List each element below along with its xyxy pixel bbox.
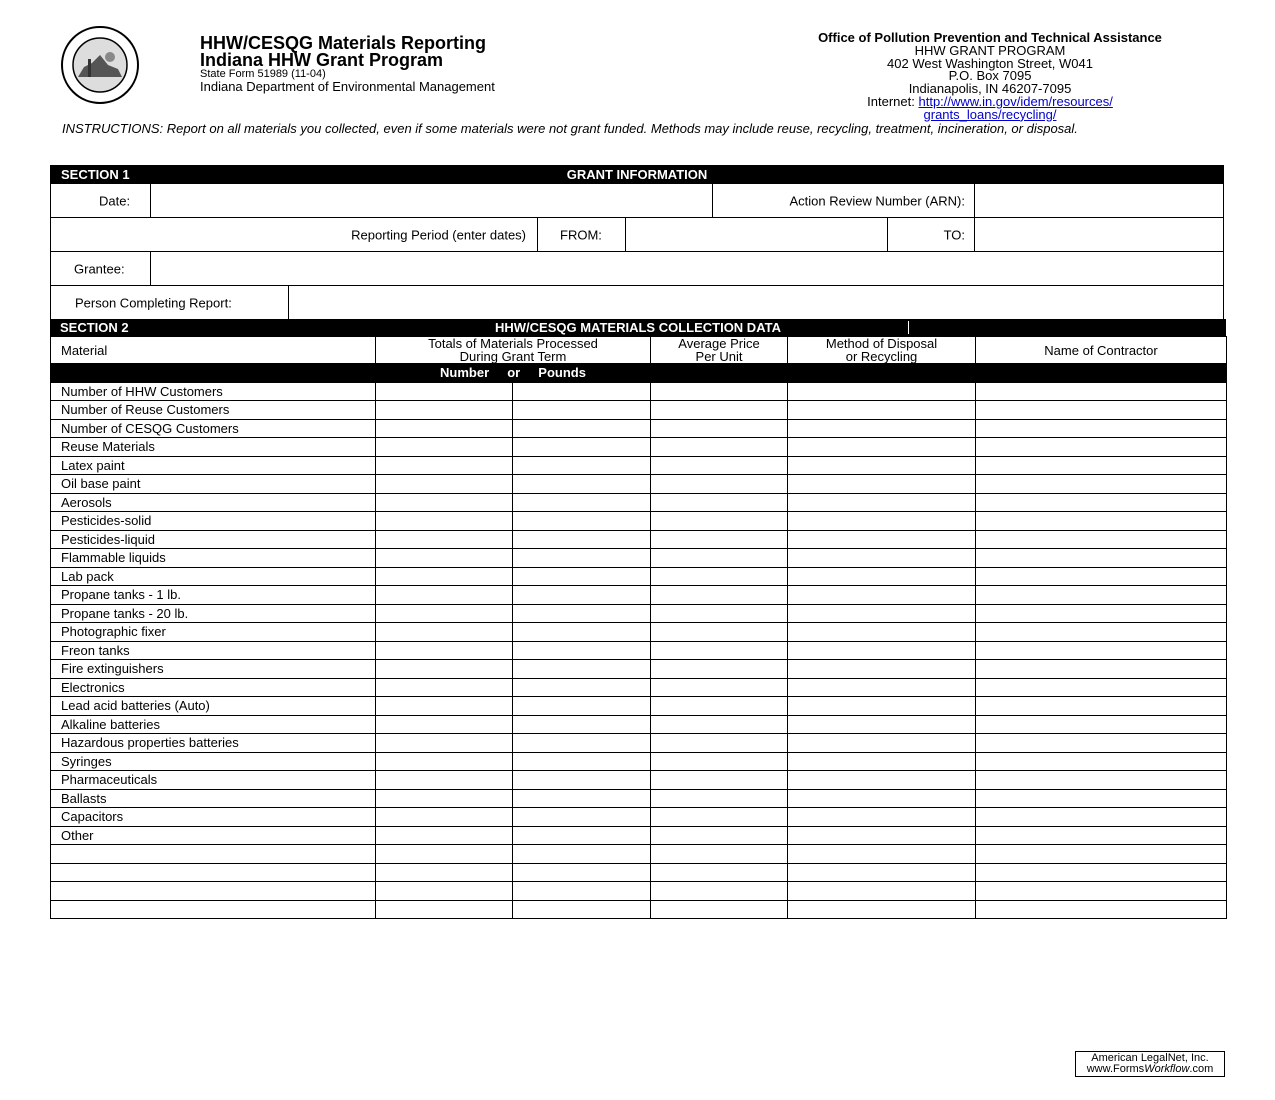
units-subheader (376, 364, 651, 383)
number-field[interactable] (376, 623, 513, 642)
material-name: Lead acid batteries (Auto) (51, 697, 376, 716)
sub-number: Number (440, 364, 490, 380)
method-field[interactable] (788, 586, 976, 605)
office-address-block (740, 32, 1240, 122)
average-price-field[interactable] (651, 882, 788, 901)
method-field[interactable] (788, 549, 976, 568)
person-label: Person Completing Report: (75, 295, 232, 310)
number-field[interactable] (376, 808, 513, 827)
material-name: Alkaline batteries (51, 715, 376, 734)
col-totals-line2: During Grant Term (459, 349, 567, 364)
col-average-price (651, 337, 788, 364)
method-field[interactable] (788, 493, 976, 512)
table-row (51, 456, 1227, 475)
pounds-field[interactable] (513, 845, 651, 864)
material-name: Hazardous properties batteries (51, 734, 376, 753)
material-name: Flammable liquids (51, 549, 376, 568)
table-row (51, 900, 1227, 919)
contractor-field[interactable] (976, 530, 1227, 549)
pounds-field[interactable] (513, 493, 651, 512)
table-row (51, 789, 1227, 808)
from-label: FROM: (560, 227, 602, 242)
subheader-blank (976, 364, 1227, 383)
table-row (51, 734, 1227, 753)
contractor-field[interactable] (976, 623, 1227, 642)
material-name: Lab pack (51, 567, 376, 586)
office-program: HHW GRANT PROGRAM (914, 42, 1066, 58)
contractor-field[interactable] (976, 438, 1227, 457)
average-price-field[interactable] (651, 771, 788, 790)
contractor-field[interactable] (976, 789, 1227, 808)
url-prefix: www.Forms (1086, 1063, 1145, 1075)
section2-title: HHW/CESQG MATERIALS COLLECTION DATA (495, 320, 781, 335)
publisher-footer (1075, 1051, 1225, 1077)
pounds-field[interactable] (513, 734, 651, 753)
col-price-line2: Per Unit (695, 349, 743, 364)
pounds-field[interactable] (513, 826, 651, 845)
col-method (788, 337, 976, 364)
number-field[interactable] (376, 493, 513, 512)
publisher-url (1078, 1064, 1222, 1075)
subheader-blank (788, 364, 976, 383)
materials-table (50, 336, 1227, 919)
person-row (51, 285, 1223, 319)
contractor-field[interactable] (976, 549, 1227, 568)
state-seal (44, 25, 156, 105)
contractor-field[interactable] (976, 419, 1227, 438)
contractor-field[interactable] (976, 752, 1227, 771)
average-price-field[interactable] (651, 678, 788, 697)
average-price-field[interactable] (651, 493, 788, 512)
material-name: Freon tanks (51, 641, 376, 660)
section1-header-bar (51, 166, 1223, 183)
average-price-field[interactable] (651, 604, 788, 623)
section2-collection-data (50, 319, 1226, 919)
table-row (51, 771, 1227, 790)
average-price-field[interactable] (651, 567, 788, 586)
to-label: TO: (943, 227, 965, 242)
subheader-blank (651, 364, 788, 383)
material-name: Pesticides-liquid (51, 530, 376, 549)
contractor-field[interactable] (976, 604, 1227, 623)
pounds-field[interactable] (513, 475, 651, 494)
pounds-field[interactable] (513, 512, 651, 531)
material-name: Number of Reuse Customers (51, 401, 376, 420)
method-field[interactable] (788, 438, 976, 457)
table-row (51, 512, 1227, 531)
instructions: INSTRUCTIONS: Report on all materials you collected, even if some materials were not grant funded. Methods may include reuse, recycling, treatment, incineration, or disposal. (62, 121, 1078, 136)
table-row (51, 660, 1227, 679)
website-link-line1[interactable]: http://www.in.gov/idem/resources/ (918, 93, 1113, 109)
average-price-field[interactable] (651, 826, 788, 845)
average-price-field[interactable] (651, 660, 788, 679)
section1-grant-information (50, 165, 1224, 320)
method-field[interactable] (788, 382, 976, 401)
material-name: Number of HHW Customers (51, 382, 376, 401)
pounds-field[interactable] (513, 641, 651, 660)
number-field[interactable] (376, 826, 513, 845)
contractor-field[interactable] (976, 382, 1227, 401)
number-field[interactable] (376, 456, 513, 475)
average-price-field[interactable] (651, 512, 788, 531)
pounds-field[interactable] (513, 549, 651, 568)
material-name: Syringes (51, 752, 376, 771)
method-field[interactable] (788, 623, 976, 642)
average-price-field[interactable] (651, 789, 788, 808)
pounds-field[interactable] (513, 789, 651, 808)
contractor-field[interactable] (976, 567, 1227, 586)
average-price-field[interactable] (651, 752, 788, 771)
number-field[interactable] (376, 549, 513, 568)
method-field[interactable] (788, 604, 976, 623)
table-row (51, 845, 1227, 864)
table-row (51, 530, 1227, 549)
method-field[interactable] (788, 660, 976, 679)
table-row (51, 808, 1227, 827)
material-name (51, 882, 376, 901)
material-name: Propane tanks - 20 lb. (51, 604, 376, 623)
to-date-field[interactable] (974, 218, 1223, 251)
contractor-field[interactable] (976, 715, 1227, 734)
material-name: Latex paint (51, 456, 376, 475)
section2-header-bar (50, 319, 1226, 336)
pounds-field[interactable] (513, 900, 651, 919)
number-field[interactable] (376, 641, 513, 660)
number-field[interactable] (376, 660, 513, 679)
table-row (51, 475, 1227, 494)
pounds-field[interactable] (513, 586, 651, 605)
average-price-field[interactable] (651, 623, 788, 642)
internet-label: Internet: (867, 93, 915, 109)
average-price-field[interactable] (651, 715, 788, 734)
material-name: Photographic fixer (51, 623, 376, 642)
pounds-field[interactable] (513, 715, 651, 734)
number-field[interactable] (376, 845, 513, 864)
material-name: Pesticides-solid (51, 512, 376, 531)
number-field[interactable] (376, 401, 513, 420)
number-field[interactable] (376, 697, 513, 716)
average-price-field[interactable] (651, 586, 788, 605)
col-totals-line1: Totals of Materials Processed (428, 336, 598, 351)
method-field[interactable] (788, 789, 976, 808)
pounds-field[interactable] (513, 382, 651, 401)
method-field[interactable] (788, 826, 976, 845)
form-title-line2: Indiana HHW Grant Program (200, 50, 444, 70)
method-field[interactable] (788, 715, 976, 734)
pounds-field[interactable] (513, 771, 651, 790)
grantee-label: Grantee: (74, 261, 125, 276)
table-row (51, 401, 1227, 420)
material-name: Other (51, 826, 376, 845)
contractor-field[interactable] (976, 808, 1227, 827)
pounds-field[interactable] (513, 438, 651, 457)
average-price-field[interactable] (651, 697, 788, 716)
average-price-field[interactable] (651, 438, 788, 457)
average-price-field[interactable] (651, 382, 788, 401)
pounds-field[interactable] (513, 863, 651, 882)
average-price-field[interactable] (651, 863, 788, 882)
reporting-period-row (51, 217, 1223, 251)
col-price-line1: Average Price (678, 336, 760, 351)
sub-or: or (507, 364, 521, 380)
arn-field[interactable] (974, 184, 1223, 217)
pounds-field[interactable] (513, 401, 651, 420)
number-field[interactable] (376, 419, 513, 438)
method-field[interactable] (788, 419, 976, 438)
number-field[interactable] (376, 863, 513, 882)
col-material: Material (51, 337, 376, 364)
table-row (51, 419, 1227, 438)
number-field[interactable] (376, 530, 513, 549)
from-date-field[interactable] (625, 218, 888, 251)
material-name: Propane tanks - 1 lb. (51, 586, 376, 605)
table-row (51, 586, 1227, 605)
number-field[interactable] (376, 752, 513, 771)
material-name (51, 845, 376, 864)
average-price-field[interactable] (651, 401, 788, 420)
number-field[interactable] (376, 789, 513, 808)
pounds-field[interactable] (513, 752, 651, 771)
contractor-field[interactable] (976, 660, 1227, 679)
material-name: Fire extinguishers (51, 660, 376, 679)
method-field[interactable] (788, 845, 976, 864)
material-name (51, 863, 376, 882)
col-method-line1: Method of Disposal (825, 336, 938, 351)
table-row (51, 697, 1227, 716)
material-name: Pharmaceuticals (51, 771, 376, 790)
method-field[interactable] (788, 456, 976, 475)
col-contractor: Name of Contractor (976, 337, 1227, 364)
to-label-cell (887, 218, 975, 251)
date-label: Date: (99, 193, 131, 208)
pounds-field[interactable] (513, 530, 651, 549)
pounds-field[interactable] (513, 678, 651, 697)
method-field[interactable] (788, 530, 976, 549)
contractor-field[interactable] (976, 586, 1227, 605)
table-row (51, 438, 1227, 457)
header-divider (908, 321, 909, 334)
material-name (51, 900, 376, 919)
form-number: State Form 51989 (11-04) (200, 68, 326, 80)
table-row (51, 623, 1227, 642)
contractor-field[interactable] (976, 863, 1227, 882)
average-price-field[interactable] (651, 549, 788, 568)
grantee-field[interactable] (150, 252, 1223, 285)
number-field[interactable] (376, 734, 513, 753)
number-field[interactable] (376, 475, 513, 494)
date-arn-row (51, 183, 1223, 217)
pounds-field[interactable] (513, 623, 651, 642)
table-row (51, 641, 1227, 660)
method-field[interactable] (788, 512, 976, 531)
table-row (51, 678, 1227, 697)
number-field[interactable] (376, 771, 513, 790)
table-row (51, 549, 1227, 568)
pounds-field[interactable] (513, 419, 651, 438)
table-row (51, 382, 1227, 401)
material-name: Ballasts (51, 789, 376, 808)
office-street: 402 West Washington Street, W041 (887, 55, 1093, 71)
average-price-field[interactable] (651, 808, 788, 827)
material-name: Number of CESQG Customers (51, 419, 376, 438)
table-row (51, 752, 1227, 771)
number-field[interactable] (376, 678, 513, 697)
table-row (51, 863, 1227, 882)
section2-label: SECTION 2 (60, 320, 129, 335)
contractor-field[interactable] (976, 641, 1227, 660)
contractor-field[interactable] (976, 826, 1227, 845)
average-price-field[interactable] (651, 530, 788, 549)
material-name: Electronics (51, 678, 376, 697)
form-title-line1: HHW/CESQG Materials Reporting (200, 33, 487, 53)
office-name: Office of Pollution Prevention and Technical Assistance (818, 30, 1162, 45)
contractor-field[interactable] (976, 771, 1227, 790)
material-name: Oil base paint (51, 475, 376, 494)
publisher-name: American LegalNet, Inc. (1091, 1052, 1209, 1064)
department-name: Indiana Department of Environmental Management (200, 79, 495, 94)
pounds-field[interactable] (513, 882, 651, 901)
average-price-field[interactable] (651, 641, 788, 660)
contractor-field[interactable] (976, 512, 1227, 531)
url-suffix: .com (1189, 1063, 1214, 1075)
number-field[interactable] (376, 715, 513, 734)
contractor-field[interactable] (976, 475, 1227, 494)
method-field[interactable] (788, 697, 976, 716)
method-field[interactable] (788, 475, 976, 494)
table-row (51, 826, 1227, 845)
contractor-field[interactable] (976, 401, 1227, 420)
method-field[interactable] (788, 863, 976, 882)
number-field[interactable] (376, 882, 513, 901)
pounds-field[interactable] (513, 808, 651, 827)
table-row (51, 715, 1227, 734)
table-row (51, 604, 1227, 623)
method-field[interactable] (788, 401, 976, 420)
contractor-field[interactable] (976, 456, 1227, 475)
average-price-field[interactable] (651, 900, 788, 919)
material-name: Capacitors (51, 808, 376, 827)
number-field[interactable] (376, 900, 513, 919)
col-method-line2: or Recycling (845, 349, 918, 364)
section1-label: SECTION 1 (61, 167, 130, 182)
table-row (51, 567, 1227, 586)
period-label: Reporting Period (enter dates) (351, 227, 526, 242)
pounds-field[interactable] (513, 660, 651, 679)
average-price-field[interactable] (651, 734, 788, 753)
materials-body (51, 382, 1227, 919)
contractor-field[interactable] (976, 697, 1227, 716)
contractor-field[interactable] (976, 900, 1227, 919)
from-label-cell (537, 218, 626, 251)
number-field[interactable] (376, 512, 513, 531)
method-field[interactable] (788, 678, 976, 697)
units-subheader-row (51, 364, 1227, 383)
pounds-field[interactable] (513, 567, 651, 586)
col-totals (376, 337, 651, 364)
average-price-field[interactable] (651, 456, 788, 475)
person-completing-field[interactable] (288, 286, 1223, 319)
contractor-field[interactable] (976, 734, 1227, 753)
grantee-row (51, 251, 1223, 285)
subheader-blank (51, 364, 376, 383)
number-field[interactable] (376, 438, 513, 457)
date-field[interactable] (150, 184, 713, 217)
method-field[interactable] (788, 882, 976, 901)
office-po-box: P.O. Box 7095 (948, 68, 1032, 84)
url-italic: Workflow (1144, 1063, 1190, 1075)
arn-label-cell (712, 184, 975, 217)
material-name: Aerosols (51, 493, 376, 512)
section1-title: GRANT INFORMATION (566, 167, 708, 182)
pounds-field[interactable] (513, 697, 651, 716)
method-field[interactable] (788, 641, 976, 660)
number-field[interactable] (376, 382, 513, 401)
method-field[interactable] (788, 567, 976, 586)
average-price-field[interactable] (651, 475, 788, 494)
method-field[interactable] (788, 752, 976, 771)
table-row (51, 882, 1227, 901)
method-field[interactable] (788, 771, 976, 790)
website-link-line2[interactable]: grants_loans/recycling/ (923, 106, 1057, 122)
pounds-field[interactable] (513, 456, 651, 475)
column-header-row (51, 337, 1227, 364)
office-city: Indianapolis, IN 46207-7095 (908, 81, 1072, 97)
number-field[interactable] (376, 586, 513, 605)
number-field[interactable] (376, 604, 513, 623)
arn-label: Action Review Number (ARN): (789, 193, 965, 208)
table-row (51, 493, 1227, 512)
method-field[interactable] (788, 734, 976, 753)
sub-pounds: Pounds (538, 364, 586, 380)
contractor-field[interactable] (976, 678, 1227, 697)
average-price-field[interactable] (651, 845, 788, 864)
material-name: Reuse Materials (51, 438, 376, 457)
contractor-field[interactable] (976, 882, 1227, 901)
number-field[interactable] (376, 567, 513, 586)
average-price-field[interactable] (651, 419, 788, 438)
method-field[interactable] (788, 808, 976, 827)
pounds-field[interactable] (513, 604, 651, 623)
contractor-field[interactable] (976, 493, 1227, 512)
contractor-field[interactable] (976, 845, 1227, 864)
method-field[interactable] (788, 900, 976, 919)
